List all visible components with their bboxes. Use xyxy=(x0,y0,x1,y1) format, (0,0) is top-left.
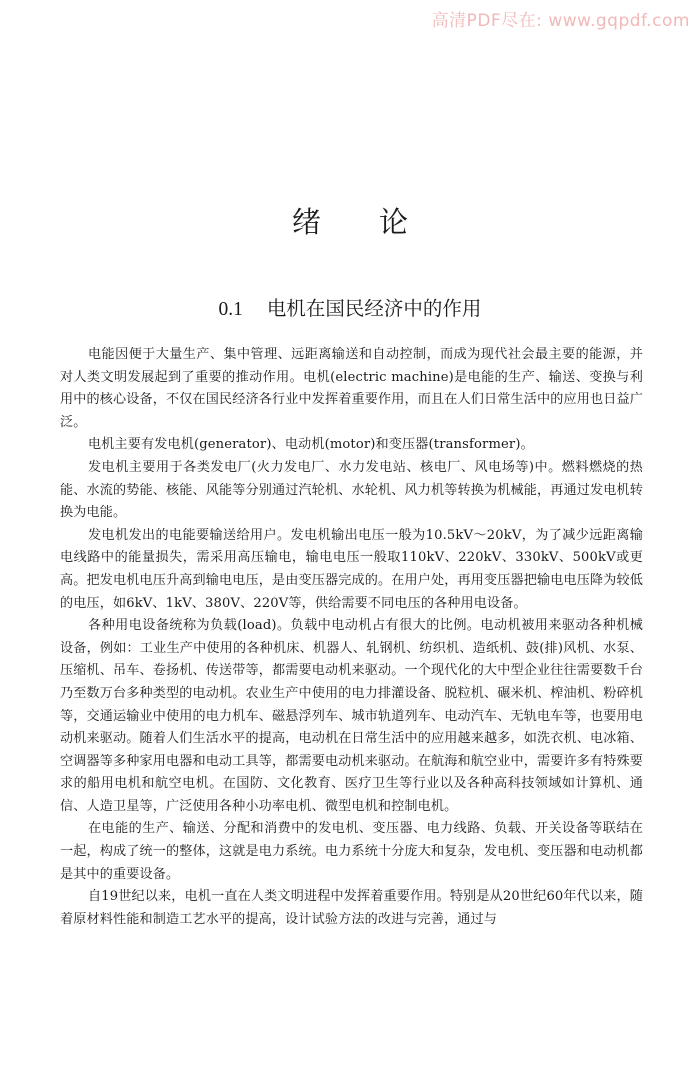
watermark: 高清PDF尽在: www.gqpdf.com xyxy=(431,11,690,31)
paragraph: 电机主要有发电机(generator)、电动机(motor)和变压器(transformer)。 xyxy=(88,437,534,453)
section-heading xyxy=(0,293,700,321)
paragraph: 发电机发出的电能要输送给用户。发电机输出电压一般为10.5kV～20kV，为了减少远距离输电线路中的能量损失，需采用高压输电，输电电压一般取110kV、220kV、330kV、500kV或更高。把发电机电压升高到输电电压，是由变压器完成的。在用户处，再用变压器把输电电压降为较低的电压，如6kV、1kV、380V、220V等，供给需要不同电压的各种用电设备。 xyxy=(60,527,643,611)
body-text xyxy=(60,344,643,931)
chapter-title: 绪论 xyxy=(291,205,466,239)
section-title: 电机在国民经济中的作用 xyxy=(266,297,482,320)
paragraph: 自19世纪以来，电机一直在人类文明进程中发挥着重要作用。特别是从20世纪60年代以来，随着原材料性能和制造工艺水平的提高，设计试验方法的改进与完善，通过与 xyxy=(60,889,643,927)
paragraph: 电能因便于大量生产、集中管理、远距离输送和自动控制，而成为现代社会最主要的能源，并对人类文明发展起到了重要的推动作用。电机(electric machine)是电能的生产、输送、变换与利用中的核心设备，不仅在国民经济各行业中发挥着重要作用，而且在人们日常生活中的应用也日益广泛。 xyxy=(60,347,643,430)
paragraph: 在电能的生产、输送、分配和消费中的发电机、变压器、电力线路、负载、开关设备等联结在一起，构成了统一的整体，这就是电力系统。电力系统十分庞大和复杂，发电机、变压器和电动机都是其中的重要设备。 xyxy=(60,821,643,882)
paragraph: 各种用电设备统称为负载(load)。负载中电动机占有很大的比例。电动机被用来驱动各种机械设备，例如：工业生产中使用的各种机床、机器人、轧钢机、纺织机、造纸机、鼓(排)风机、水泵、压缩机、吊车、卷扬机、传送带等，都需要电动机来驱动。一个现代化的大中型企业往往需要数千台乃至数万台多种类型的电动机。农业生产中使用的电力排灌设备、脱粒机、碾米机、榨油机、粉碎机等，交通运输业中使用的电力机车、磁悬浮列车、城市轨道列车、电动汽车、无轨电车等，也要用电动机来驱动。随着人们生活水平的提高，电动机在日常生活中的应用越来越多，如洗衣机、电冰箱、空调器等多种家用电器和电动工具等，都需要电动机来驱动。在航海和航空业中，需要许多有特殊要求的船用电机和航空电机。在国防、文化教育、医疗卫生等行业以及各种高科技领域如计算机、通信、人造卫星等，广泛使用各种小功率电机、微型电机和控制电机。 xyxy=(60,618,643,814)
section-number: 0.1 xyxy=(218,299,243,320)
paragraph: 发电机主要用于各类发电厂(火力发电厂、水力发电站、核电厂、风电场等)中。燃料燃烧的热能、水流的势能、核能、风能等分别通过汽轮机、水轮机、风力机等转换为机械能，再通过发电机转换为电能。 xyxy=(60,459,643,521)
